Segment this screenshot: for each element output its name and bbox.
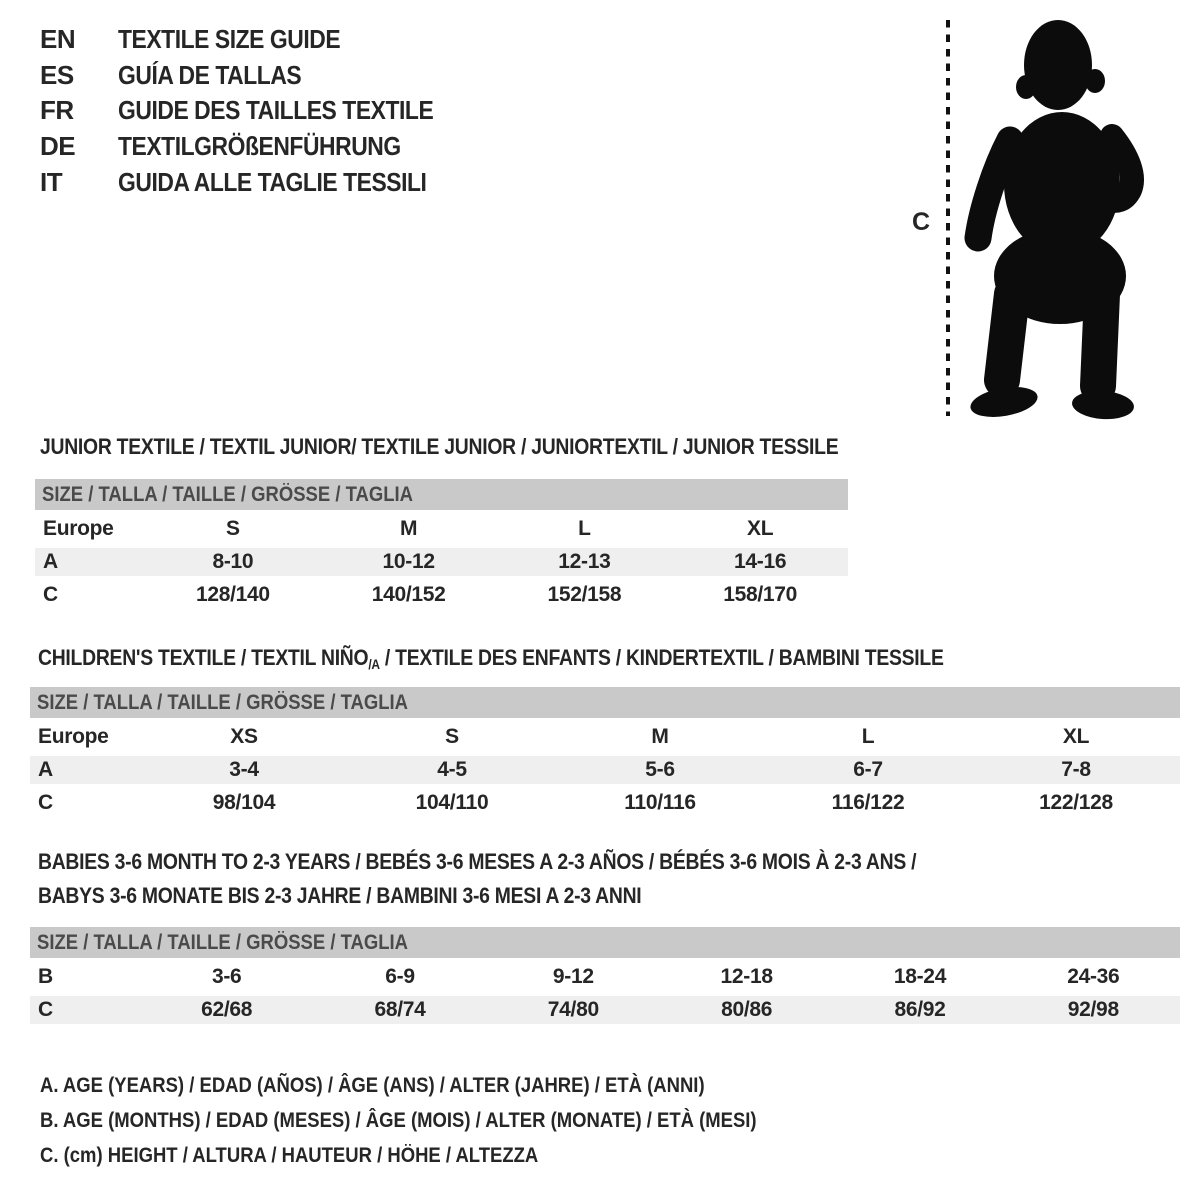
size-cell: 6-9 xyxy=(385,965,415,988)
size-cell: 152/158 xyxy=(547,583,622,606)
size-cell: XL xyxy=(1062,725,1090,748)
size-cell: 74/80 xyxy=(547,998,599,1021)
legend-line xyxy=(40,1138,854,1173)
size-cell: 7-8 xyxy=(1061,758,1091,781)
legend xyxy=(40,1068,854,1173)
children-size-header-bar xyxy=(30,687,1180,718)
row-label: A xyxy=(43,550,58,573)
table-row xyxy=(30,963,1180,991)
babies-size-table xyxy=(30,927,1180,1024)
size-cell: 24-36 xyxy=(1067,965,1120,988)
language-label: TEXTILE SIZE GUIDE xyxy=(118,24,341,55)
table-row xyxy=(30,996,1180,1024)
row-label: Europe xyxy=(38,725,109,748)
language-row xyxy=(40,22,476,58)
legend-line xyxy=(40,1103,854,1138)
legend-line xyxy=(40,1068,854,1103)
size-cell: 14-16 xyxy=(734,550,787,573)
size-cell: L xyxy=(861,725,875,748)
table-row xyxy=(35,548,848,576)
section-title-line xyxy=(38,845,1036,879)
size-cell: 92/98 xyxy=(1067,998,1119,1021)
size-cell: 80/86 xyxy=(721,998,773,1021)
size-header-text: SIZE / TALLA / TAILLE / GRÖSSE / TAGLIA xyxy=(42,482,414,506)
language-label: GUÍA DE TALLAS xyxy=(118,59,302,90)
size-cell: XL xyxy=(747,517,774,540)
language-label: GUIDA ALLE TAGLIE TESSILI xyxy=(118,166,427,197)
size-cell: 3-4 xyxy=(229,758,259,781)
size-cell: L xyxy=(578,517,591,540)
section-title-text: BABYS 3-6 MONATE BIS 2-3 JAHRE / BAMBINI 3-6 MESI A 2-3 ANNI xyxy=(38,883,642,908)
children-table-rows xyxy=(30,723,1180,817)
size-cell: 4-5 xyxy=(437,758,467,781)
section-title-line xyxy=(38,879,1036,913)
size-header-text: SIZE / TALLA / TAILLE / GRÖSSE / TAGLIA xyxy=(37,690,409,714)
junior-size-header-bar xyxy=(35,479,848,510)
size-cell: 6-7 xyxy=(853,758,883,781)
size-cell: XS xyxy=(230,725,258,748)
section-title-text: JUNIOR TEXTILE / TEXTIL JUNIOR/ TEXTILE JUNIOR / JUNIORTEXTIL / JUNIOR TESSILE xyxy=(40,434,839,459)
row-label: C xyxy=(38,998,53,1021)
size-cell: S xyxy=(445,725,459,748)
size-cell: 12-13 xyxy=(558,550,611,573)
language-code: DE xyxy=(40,131,76,162)
section-title-text: CHILDREN'S TEXTILE / TEXTIL $NIÑO_{/A}$ / TEXTILE DES ENFANTS / KINDERTEXTIL / BAMBINI TESSILE xyxy=(38,644,944,672)
size-cell: 98/104 xyxy=(212,791,276,814)
size-cell: 104/110 xyxy=(415,791,489,814)
language-label: GUIDE DES TAILLES TEXTILE xyxy=(118,95,434,126)
size-cell: 62/68 xyxy=(201,998,253,1021)
row-label: C xyxy=(38,791,53,814)
language-code: ES xyxy=(40,59,74,90)
size-cell: M xyxy=(400,517,418,540)
size-cell: 122/128 xyxy=(1039,791,1113,814)
height-measure-label: C xyxy=(912,208,931,236)
language-header xyxy=(40,22,476,200)
babies-size-header-bar xyxy=(30,927,1180,958)
section-title-line xyxy=(40,430,947,464)
language-row xyxy=(40,164,476,200)
section-title-line xyxy=(38,641,1067,675)
size-cell: 110/116 xyxy=(624,791,696,814)
row-label: C xyxy=(43,583,58,606)
children-section-title xyxy=(38,641,1067,675)
junior-table-rows xyxy=(35,515,848,609)
table-row xyxy=(30,789,1180,817)
table-row xyxy=(35,515,848,543)
junior-size-table xyxy=(35,479,848,609)
table-row xyxy=(30,756,1180,784)
table-row xyxy=(35,581,848,609)
size-cell: 68/74 xyxy=(374,998,426,1021)
size-cell: 5-6 xyxy=(645,758,675,781)
baby-figure xyxy=(940,14,1150,426)
legend-text: B. AGE (MONTHS) / EDAD (MESES) / ÂGE (MOIS) / ALTER (MONATE) / ETÀ (MESI) xyxy=(40,1108,757,1132)
row-label: Europe xyxy=(43,517,114,540)
legend-text: C. (cm) HEIGHT / ALTURA / HAUTEUR / HÖHE / ALTEZZA xyxy=(40,1143,539,1167)
size-cell: 10-12 xyxy=(382,550,435,573)
language-row xyxy=(40,93,476,129)
size-cell: S xyxy=(226,517,240,540)
language-row xyxy=(40,58,476,94)
row-label: A xyxy=(38,758,53,781)
size-cell: 128/140 xyxy=(195,583,270,606)
row-label: B xyxy=(38,965,53,988)
junior-section-title xyxy=(40,430,947,464)
toddler-silhouette-icon xyxy=(968,20,1135,422)
size-cell: 3-6 xyxy=(211,965,242,988)
language-row xyxy=(40,129,476,165)
language-code: IT xyxy=(40,166,63,197)
language-label: TEXTILGRÖßENFÜHRUNG xyxy=(118,131,401,162)
size-cell: 12-18 xyxy=(720,965,773,988)
size-cell: 116/122 xyxy=(831,791,905,814)
babies-table-rows xyxy=(30,963,1180,1024)
size-cell: 18-24 xyxy=(893,965,947,988)
size-cell: 158/170 xyxy=(723,583,798,606)
size-cell: 9-12 xyxy=(552,965,594,988)
size-cell: 8-10 xyxy=(212,550,254,573)
size-cell: 140/152 xyxy=(371,583,446,606)
table-row xyxy=(30,723,1180,751)
legend-text: A. AGE (YEARS) / EDAD (AÑOS) / ÂGE (ANS) / ALTER (JAHRE) / ETÀ (ANNI) xyxy=(40,1073,705,1097)
language-code: EN xyxy=(40,24,76,55)
subscript-text: /A xyxy=(368,656,380,672)
babies-section-title xyxy=(38,845,1036,913)
size-header-text: SIZE / TALLA / TAILLE / GRÖSSE / TAGLIA xyxy=(37,930,409,954)
children-size-table xyxy=(30,687,1180,817)
size-cell: M xyxy=(651,725,669,748)
language-code: FR xyxy=(40,95,74,126)
section-title-text: BABIES 3-6 MONTH TO 2-3 YEARS / BEBÉS 3-6 MESES A 2-3 AÑOS / BÉBÉS 3-6 MOIS À 2-3 ANS / xyxy=(38,849,917,874)
size-cell: 86/92 xyxy=(894,998,946,1021)
